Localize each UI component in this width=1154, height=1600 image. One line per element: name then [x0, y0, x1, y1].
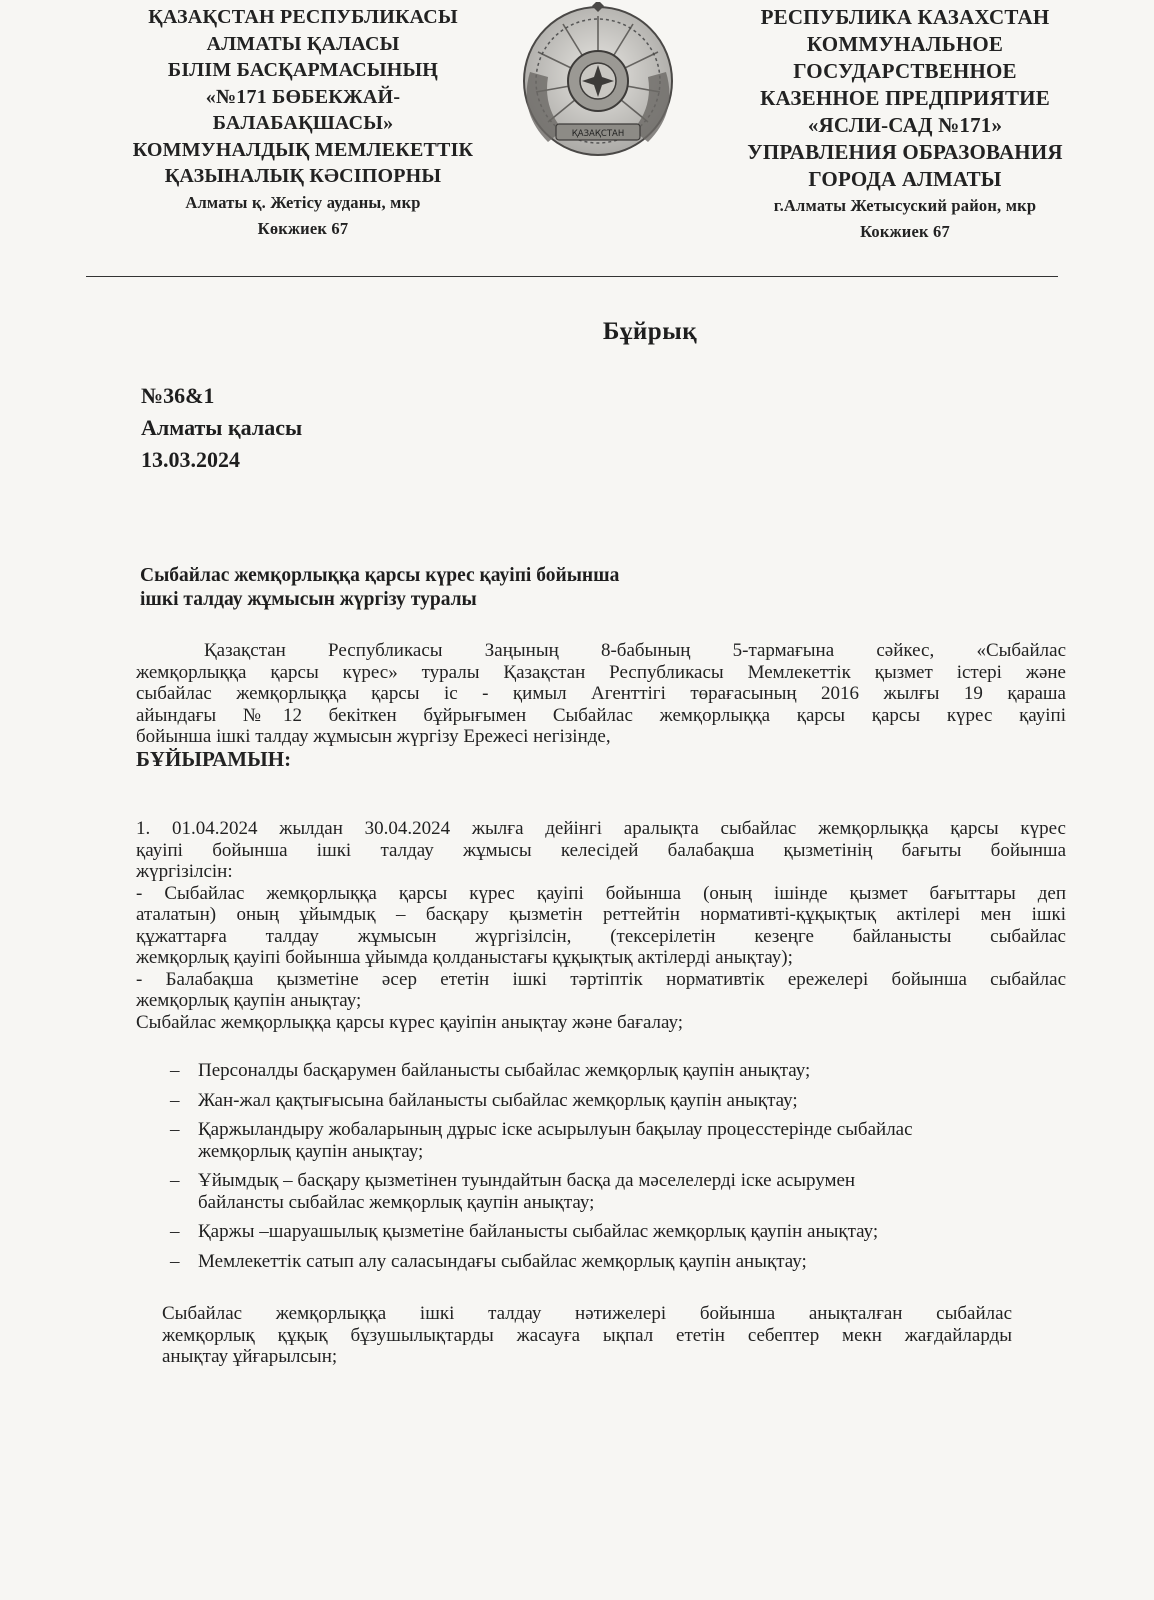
text-line: жүргізілсін: — [136, 861, 233, 882]
header-line: РЕСПУБЛИКА КАЗАХСТАН — [760, 5, 1050, 29]
list-item — [168, 1221, 1068, 1243]
state-emblem-icon — [508, 2, 688, 160]
header-address: г.Алматы Жетысуский район, мкр — [773, 196, 1037, 215]
header-address: Алматы қ. Жетісу ауданы, мкр — [185, 192, 421, 212]
header-line: «№171 БӨБЕКЖАЙ- — [205, 85, 401, 108]
header-kazakh — [118, 4, 488, 242]
header-line: ҚАЗАҚСТАН РЕСПУБЛИКАСЫ — [148, 6, 458, 28]
order-subject — [140, 564, 619, 612]
intro-paragraph — [136, 640, 1066, 770]
list-item-line: байланcты сыбайлас жемқорлық қаупін анықтау; — [198, 1191, 595, 1213]
list-item — [168, 1060, 1068, 1082]
list-item-line: – Персоналды басқарумен байланысты сыбайлас жемқорлық қаупін анықтау; — [198, 1060, 811, 1081]
order-word: БҰЙЫРАМЫН: — [136, 746, 292, 771]
header-line: ҚАЗЫНАЛЫҚ КӘСІПОРНЫ — [164, 165, 442, 187]
list-item — [168, 1170, 1068, 1213]
text-line: жемқорлыққа қарсы күрес» туралы Қазақстан Республикасы Мемлекеттік қызмет істері және — [136, 661, 1066, 683]
text-line: 1. 01.04.2024 жылдан 30.04.2024 жылға дейінгі аралықта сыбайлас жемқорлыққа қарсы күрес — [136, 818, 1066, 839]
emblem-text: ҚАЗАҚСТАН — [571, 129, 625, 139]
list-item-line: – Қаржыландыру жобаларының дұрыс іске асырылуын бақылау процесстерінде сыбайлас — [198, 1119, 913, 1140]
text-line: Сыбайлас жемқорлыққа қарсы күрес қауіпін анықтау және бағалау; — [136, 1011, 684, 1033]
list-item-line: жемқорлық қаупін анықтау; — [198, 1140, 424, 1162]
list-item-line: – Мемлекеттік сатып алу саласындағы сыбайлас жемқорлық қаупін анықтау; — [198, 1250, 807, 1272]
main-paragraph — [136, 818, 1066, 1033]
list-item-line: – Жан-жал қақтығысына байланысты сыбайлас жемқорлық қаупін анықтау; — [198, 1089, 798, 1111]
order-city: Алматы қаласы — [141, 415, 303, 440]
list-item — [168, 1119, 1068, 1162]
text-line: құжаттарға талдау жұмысын жүргізілсін, (тексерілетін кезеңге байланысты сыбайлас — [136, 925, 1066, 947]
text-line: сыбайлас жемқорлыққа қарсы іс - қимыл Агенттігі төрағасының 2016 жылғы 19 қараша — [136, 683, 1066, 704]
list-item — [168, 1251, 1068, 1273]
text-line: жемқорлық қаупін анықтау; — [136, 990, 362, 1011]
document-title: Бұйрық — [602, 318, 698, 345]
header-divider — [86, 276, 1058, 277]
header-line: УПРАВЛЕНИЯ ОБРАЗОВАНИЯ — [747, 140, 1063, 164]
list-item-line: – Қаржы –шаруашылық қызметіне байланысты сыбайлас жемқорлық қаупін анықтау; — [198, 1221, 879, 1242]
text-line: - Сыбайлас жемқорлыққа қарсы күрес қауіпі бойынша (оның ішінде қызмет бағыттары деп — [136, 882, 1066, 904]
text-line: бойынша ішкі талдау жұмысын жүргізу Ережесі негізінде, — [136, 726, 611, 747]
text-line: айындағы №12 бекіткен бұйрығымен Сыбайлас жемқорлыққа қарсы қарсы күрес қауіпі — [136, 704, 1066, 726]
subject-line: Сыбайлас жемқорлыққа қарсы күрес қауіпі бойынша — [140, 565, 620, 586]
order-number: №36&1 — [141, 383, 215, 408]
text-line: Сыбайлас жемқорлыққа ішкі талдау нәтижелері бойынша анықталған сыбайлас — [162, 1303, 1012, 1324]
text-line: қауіпі бойынша ішкі талдау жұмысы келесідей балабақша қызметінің бағыты бойынша — [136, 839, 1066, 861]
text-line: анықтау ұйғарылсын; — [162, 1346, 338, 1367]
subject-line: ішкі талдау жұмысын жүргізу туралы — [140, 589, 477, 610]
header-line: БІЛІМ БАСҚАРМАСЫНЫҢ — [167, 59, 439, 81]
list-item-line: – Ұйымдық – басқару қызметінен туындайтын басқа да мәселелерді іске асырумен — [198, 1170, 856, 1191]
header-line: КОММУНАЛДЫҚ МЕМЛЕКЕТТІК — [132, 138, 474, 161]
text-line: Қазақстан Республикасы Заңының 8-бабының 5-тармағына сәйкес, «Сыбайлас — [204, 640, 1066, 661]
header-line: КАЗЕННОЕ ПРЕДПРИЯТИЕ — [760, 86, 1050, 110]
order-date: 13.03.2024 — [141, 447, 240, 472]
header-line: «ЯСЛИ-САД №171» — [807, 113, 1003, 137]
text-line: аталатын) оның ұйымдық – басқару қызметін реттейтін нормативті-құқықтық актілері мен ішкі — [136, 904, 1066, 925]
header-line: КОММУНАЛЬНОЕ — [806, 32, 1004, 56]
risk-list — [168, 1060, 1068, 1280]
header-line: АЛМАТЫ ҚАЛАСЫ — [206, 32, 400, 55]
header-russian — [710, 4, 1100, 245]
document-meta — [141, 380, 302, 476]
list-item — [168, 1090, 1068, 1112]
header-address: Кокжиек 67 — [860, 222, 950, 241]
header-line: ГОСУДАРСТВЕННОЕ — [793, 59, 1017, 83]
header-address: Көкжиек 67 — [257, 218, 349, 238]
header-line: БАЛАБАҚШАСЫ» — [212, 112, 394, 134]
text-line: жемқорлық қауіпі бойынша ұйымда қолданыстағы құқықтық актілерді анықтау); — [136, 947, 793, 968]
header-line: ГОРОДА АЛМАТЫ — [808, 167, 1002, 191]
final-paragraph — [162, 1303, 1012, 1368]
text-line: - Балабақша қызметіне әсер ететін ішкі тәртіптік нормативтік ережелері бойынша сыбайлас — [136, 968, 1066, 990]
text-line: жемқорлық құқық бұзушылықтарды жасауға ықпал ететін себептер мекн жағдайларды — [162, 1324, 1012, 1346]
